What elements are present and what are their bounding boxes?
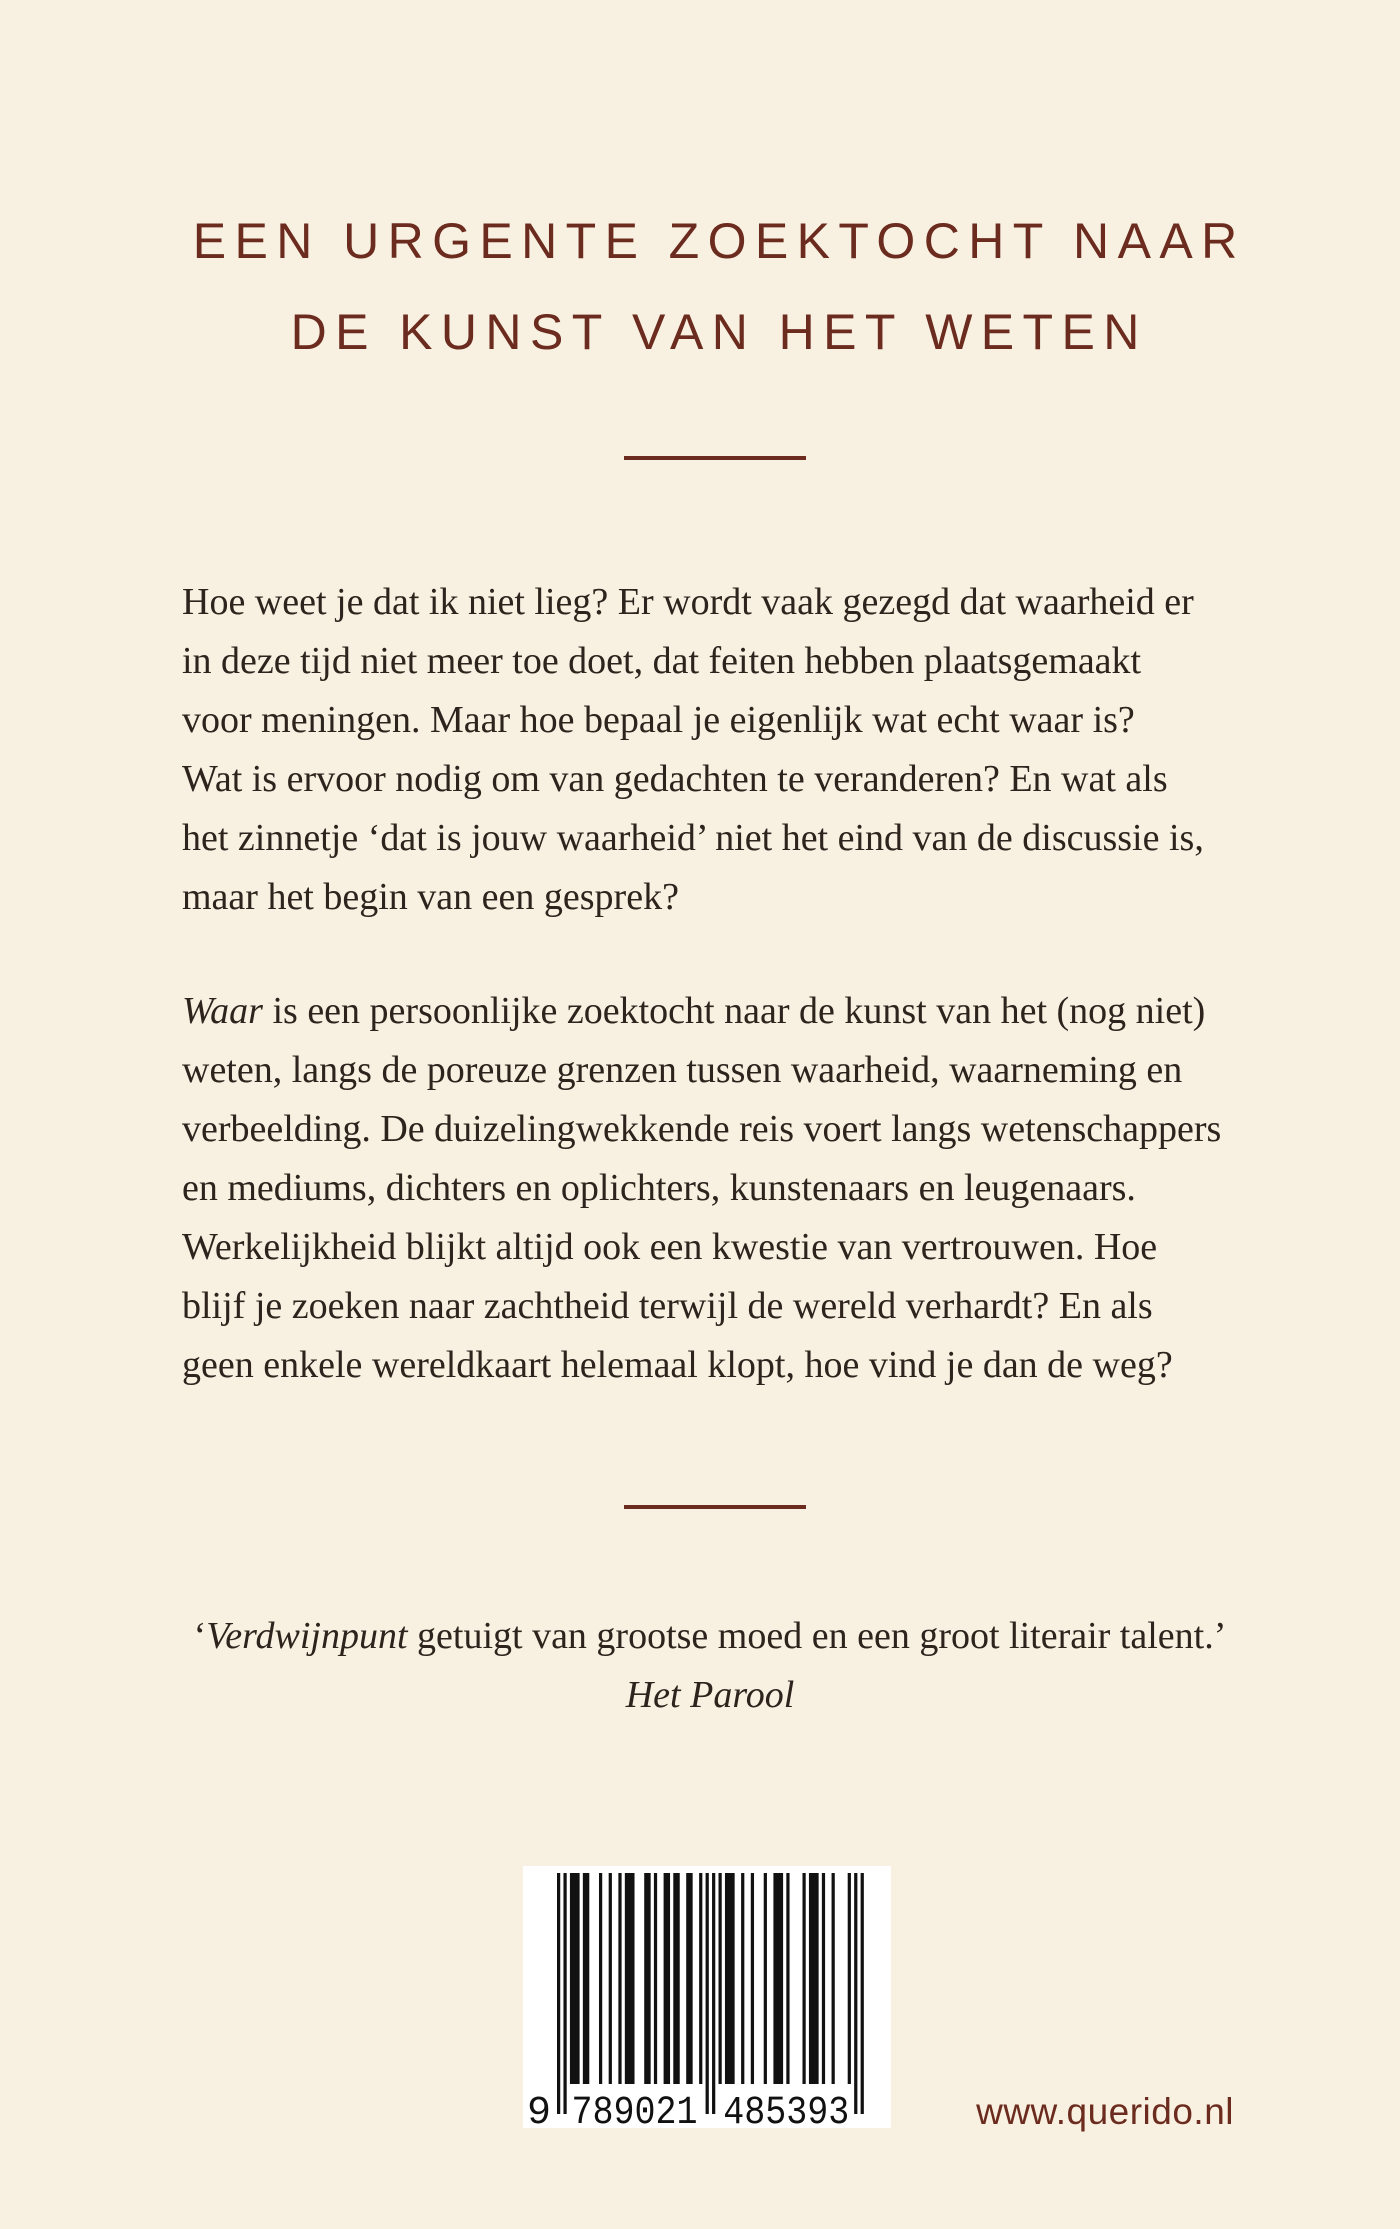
description-line: en mediums, dichters en oplichters, kunstenaars en leugenaars. (182, 1167, 1136, 1209)
barcode-bar (664, 1873, 670, 2084)
quote-source-name: Het Parool (625, 1674, 795, 1716)
headline (182, 196, 1248, 378)
barcode-bar (741, 1873, 744, 2084)
barcode-bar (751, 1873, 754, 2084)
quoted-book-title: Verdwijnpunt (206, 1615, 408, 1657)
description-line: verbeelding. De duizelingwekkende reis voert langs wetenschappers (182, 1108, 1222, 1150)
barcode-bar (725, 1873, 735, 2084)
description-line: het zinnetje ‘dat is jouw waarheid’ niet het eind van de discussie is, (182, 817, 1204, 859)
headline-line: DE KUNST VAN HET WETEN (290, 304, 1148, 360)
barcode-bar (822, 1873, 825, 2084)
barcode-bar (719, 1873, 722, 2084)
divider-rule (624, 456, 806, 460)
barcode-bar (786, 1873, 789, 2084)
barcode-bar (699, 1873, 702, 2084)
description-line: voor meningen. Maar hoe bepaal je eigenlijk wat echt waar is? (182, 699, 1135, 741)
description-line (182, 982, 1282, 1041)
barcode-bar (570, 1873, 580, 2084)
isbn-barcode (523, 1866, 891, 2128)
description-line: geen enkele wereldkaart helemaal klopt, hoe vind je dan de weg? (182, 1344, 1173, 1386)
barcode-bar (848, 1873, 851, 2084)
barcode-bar (599, 1873, 602, 2084)
barcode-bar (644, 1873, 650, 2084)
publisher-url: www.querido.nl (976, 2091, 1234, 2132)
barcode-left-digits: 789021 (571, 2091, 698, 2128)
barcode-bars (557, 1873, 864, 2114)
description-line: Wat is ervoor nodig om van gedachten te veranderen? En wat als (182, 758, 1168, 800)
description-line-text: is een persoonlijke zoektocht naar de kunst van het (nog niet) (262, 990, 1206, 1032)
barcode-guard-bar (861, 1873, 864, 2114)
barcode-guard-bar (712, 1873, 715, 2114)
quote-body: getuigt van grootse moed en een groot literair talent.’ (407, 1615, 1227, 1657)
description-line: maar het begin van een gesprek? (182, 876, 679, 918)
barcode-first-digit: 9 (526, 2091, 552, 2128)
press-quote (182, 1607, 1238, 1725)
barcode-bar (609, 1873, 612, 2084)
barcode-bar (832, 1873, 835, 2084)
barcode-bar (686, 1873, 692, 2084)
description-paragraph-1 (182, 573, 1282, 927)
description-line: Werkelijkheid blijkt altijd ook een kwestie van vertrouwen. Hoe (182, 1226, 1158, 1268)
barcode-bar (625, 1873, 635, 2084)
description-line: blijf je zoeken naar zachtheid terwijl de wereld verhardt? En als (182, 1285, 1153, 1327)
barcode-bar (654, 1873, 657, 2084)
barcode-bar (673, 1873, 679, 2084)
barcode-bar (809, 1873, 819, 2084)
barcode-guard-bar (557, 1873, 560, 2114)
headline-line: EEN URGENTE ZOEKTOCHT NAAR (192, 213, 1246, 269)
barcode-guard-bar (563, 1873, 566, 2114)
barcode-guard-bar (854, 1873, 857, 2114)
description-paragraph-2 (182, 982, 1282, 1395)
barcode-right-digits: 485393 (723, 2091, 850, 2128)
quote-open-mark: ‘ (193, 1615, 207, 1657)
divider-rule (624, 1505, 806, 1509)
book-title-italic: Waar (182, 990, 263, 1032)
barcode-bar (618, 1873, 621, 2084)
barcode-bar (773, 1873, 783, 2084)
barcode-graphic (523, 1866, 891, 2128)
description-line: in deze tijd niet meer toe doet, dat feiten hebben plaatsgemaakt (182, 640, 1142, 682)
press-quote-text (182, 1607, 1238, 1666)
description-line: weten, langs de poreuze grenzen tussen waarheid, waarneming en (182, 1049, 1183, 1091)
barcode-bar (802, 1873, 805, 2084)
barcode-bar (583, 1873, 589, 2084)
barcode-guard-bar (706, 1873, 709, 2114)
description-line: Hoe weet je dat ik niet lieg? Er wordt vaak gezegd dat waarheid er (182, 581, 1194, 623)
press-quote-source (182, 1666, 1238, 1725)
barcode-bar (764, 1873, 767, 2084)
